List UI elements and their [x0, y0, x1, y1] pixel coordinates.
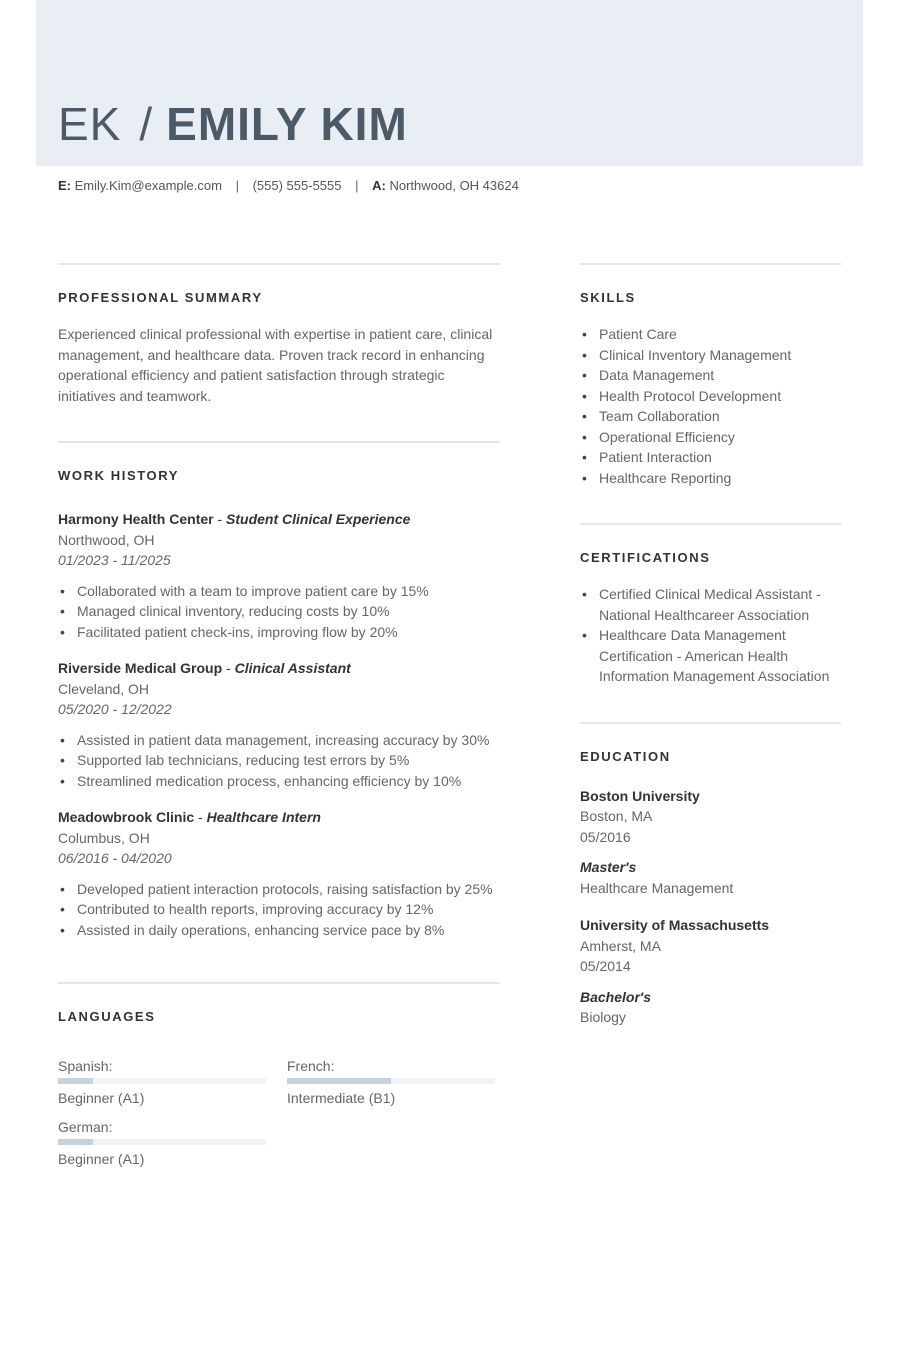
language-item	[287, 1056, 495, 1108]
contact-divider: |	[355, 178, 359, 193]
full-name: EMILY KIM	[166, 98, 408, 150]
certifications-section	[580, 523, 841, 687]
languages-grid	[58, 1044, 500, 1194]
job-bullets	[58, 581, 500, 643]
job-location: Columbus, OH	[58, 829, 150, 846]
job-entry	[58, 658, 500, 791]
list-item: • Data Management	[580, 365, 841, 386]
job-company: Meadowbrook Clinic	[58, 809, 195, 825]
list-item: • Patient Interaction	[580, 447, 841, 468]
address-value: Northwood, OH 43624	[389, 178, 519, 193]
section-title-education: EDUCATION	[580, 748, 671, 764]
list-item: • Assisted in patient data management, increasing accuracy by 30%	[58, 730, 500, 751]
language-bar-fill	[58, 1139, 93, 1145]
contact-line	[58, 178, 519, 193]
education-section	[580, 722, 841, 1028]
job-company: Riverside Medical Group	[58, 660, 223, 676]
language-level: Beginner (A1)	[58, 1151, 145, 1167]
right-column	[580, 263, 841, 1028]
section-divider	[58, 982, 500, 984]
summary-text: Experienced clinical professional with expertise in patient care, clinical management, and healthcare data. Proven track record in enhancing operational efficiency and patient satisfaction through strategic initiatives and teamwork.	[58, 326, 493, 404]
job-heading: Harmony Health Center - Student Clinical Experience	[58, 511, 411, 527]
education-degree: Master's	[580, 859, 637, 875]
section-divider	[580, 263, 841, 265]
list-item: • Team Collaboration	[580, 406, 841, 427]
education-date: 05/2014	[580, 958, 631, 974]
list-item: • Patient Care	[580, 324, 841, 345]
language-item	[58, 1117, 266, 1169]
section-divider	[58, 441, 500, 443]
education-field: Biology	[580, 1009, 626, 1025]
job-dates: 05/2020 - 12/2022	[58, 701, 172, 717]
list-item: • Contributed to health reports, improving accuracy by 12%	[58, 899, 500, 920]
job-heading: Meadowbrook Clinic - Healthcare Intern	[58, 809, 321, 825]
language-name: French:	[287, 1058, 335, 1074]
language-bar-fill	[58, 1078, 93, 1084]
section-title-certifications: CERTIFICATIONS	[580, 550, 711, 565]
section-title-work: WORK HISTORY	[58, 468, 180, 483]
section-divider	[58, 263, 500, 265]
email-value: Emily.Kim@example.com	[74, 178, 222, 193]
job-company: Harmony Health Center	[58, 511, 214, 527]
job-heading: Riverside Medical Group - Clinical Assistant	[58, 660, 351, 676]
name-initials: EK	[58, 98, 122, 150]
address-label: A:	[372, 178, 386, 193]
section-title-languages: LANGUAGES	[58, 1009, 156, 1024]
list-item: • Operational Efficiency	[580, 427, 841, 448]
skills-list	[580, 324, 841, 488]
languages-section	[58, 982, 500, 1194]
job-role: Student Clinical Experience	[226, 511, 411, 527]
section-divider	[580, 722, 841, 724]
education-date: 05/2016	[580, 828, 631, 845]
education-school: Boston University	[580, 787, 700, 804]
language-bar	[58, 1139, 266, 1145]
language-bar	[287, 1078, 495, 1084]
job-bullets	[58, 879, 500, 941]
name-heading	[58, 98, 408, 150]
job-dates: 01/2023 - 11/2025	[58, 552, 171, 568]
phone-value: (555) 555-5555	[252, 178, 342, 193]
email-label: E:	[58, 178, 71, 193]
language-level: Intermediate (B1)	[287, 1090, 396, 1106]
language-item	[58, 1056, 266, 1108]
left-column	[58, 263, 500, 1194]
certifications-list	[580, 584, 841, 687]
list-item: • Managed clinical inventory, reducing costs by 10%	[58, 601, 500, 622]
job-entry	[58, 807, 500, 940]
language-level: Beginner (A1)	[58, 1090, 145, 1106]
list-item: • Certified Clinical Medical Assistant - National Healthcareer Association	[580, 584, 841, 625]
job-dates: 06/2016 - 04/2020	[58, 850, 172, 866]
job-entry	[58, 509, 500, 642]
list-item: • Supported lab technicians, reducing test errors by 5%	[58, 750, 500, 771]
education-field: Healthcare Management	[580, 879, 734, 896]
summary-section	[58, 263, 500, 406]
language-name: German:	[58, 1119, 113, 1135]
job-role: Healthcare Intern	[206, 809, 321, 825]
education-location: Boston, MA	[580, 808, 653, 824]
list-item: • Facilitated patient check-ins, improving flow by 20%	[58, 622, 500, 643]
job-location: Cleveland, OH	[58, 680, 150, 697]
list-item: • Collaborated with a team to improve patient care by 15%	[58, 581, 500, 602]
education-location: Amherst, MA	[580, 937, 661, 954]
list-item: • Healthcare Reporting	[580, 468, 841, 489]
education-entry	[580, 786, 841, 899]
contact-divider: |	[235, 178, 239, 193]
language-bar	[58, 1078, 266, 1084]
job-role: Clinical Assistant	[234, 660, 351, 676]
section-divider	[580, 523, 841, 525]
job-location: Northwood, OH	[58, 531, 155, 548]
section-title-summary: PROFESSIONAL SUMMARY	[58, 290, 263, 305]
name-separator: /	[139, 98, 153, 150]
section-title-skills: SKILLS	[580, 290, 636, 305]
list-item: • Healthcare Data Management Certification - American Health Information Management Association	[580, 625, 841, 687]
education-school: University of Massachusetts	[580, 917, 770, 933]
skills-section	[580, 263, 841, 488]
list-item: • Assisted in daily operations, enhancing service pace by 8%	[58, 920, 500, 941]
education-degree: Bachelor's	[580, 988, 652, 1005]
list-item: • Health Protocol Development	[580, 386, 841, 407]
list-item: • Developed patient interaction protocols, raising satisfaction by 25%	[58, 879, 500, 900]
education-entry	[580, 915, 841, 1028]
language-name: Spanish:	[58, 1058, 113, 1074]
list-item: • Streamlined medication process, enhancing efficiency by 10%	[58, 771, 500, 792]
list-item: • Clinical Inventory Management	[580, 345, 841, 366]
job-bullets	[58, 730, 500, 792]
language-bar-fill	[287, 1078, 391, 1084]
work-section	[58, 441, 500, 940]
